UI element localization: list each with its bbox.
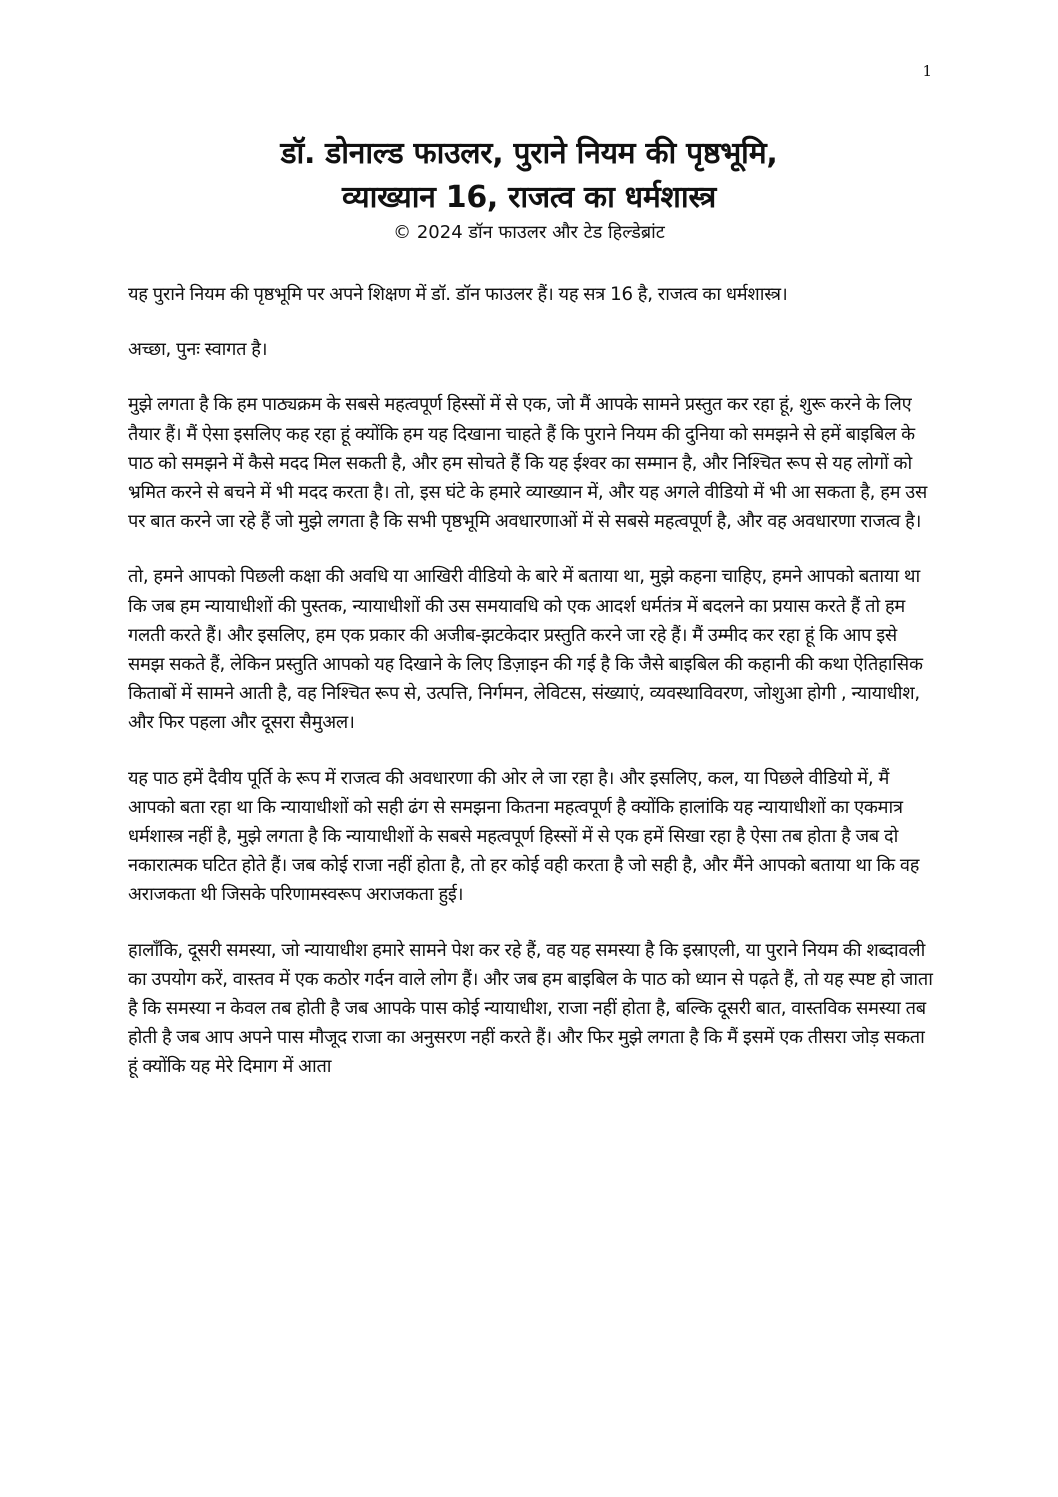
copyright-line: © 2024 डॉन फाउलर और टेड हिल्डेब्रांट — [393, 222, 665, 243]
paragraph-1: यह पुराने नियम की पृष्ठभूमि पर अपने शिक्षण में डॉ. डॉन फाउलर हैं। यह सत्र 16 है, राजत्व का धर्मशास्त्र। — [128, 284, 788, 305]
paragraph-6: हालाँकि, दूसरी समस्या, जो न्यायाधीश हमारे सामने पेश कर रहे हैं, वह यह समस्या है कि इस्राएली, या पुराने नियम की शब्दावली का उपयोग करें, वास्तव में एक कठोर गर्दन वाले लोग हैं। और जब हम बाइबिल के पाठ को ध्यान से पढ़ते हैं, तो यह स्पष्ट हो जाता है कि समस्या न केवल तब होती है जब आपके पास कोई न्यायाधीश, राजा नहीं होता है, बल्कि दूसरी बात, वास्तविक समस्या तब होती है जब आप अपने पास मौजूद राजा का अनुसरण नहीं करते हैं। और फिर मुझे लगता है कि मैं इसमें एक तीसरा जोड़ सकता हूं क्योंकि यह मेरे दिमाग में आता — [128, 939, 933, 1078]
paragraph-2: अच्छा, पुनः स्वागत है। — [128, 339, 268, 361]
paragraph-4: तो, हमने आपको पिछली कक्षा की अवधि या आखिरी वीडियो के बारे में बताया था, मुझे कहना चाहिए, हमने आपको बताया था कि जब हम न्यायाधीशों की पुस्तक, न्यायाधीशों की उस समयावधि को एक आदर्श धर्मतंत्र में बदलने का प्रयास करते हैं तो हम गलती करते हैं। और इसलिए, हम एक प्रकार की अजीब-झटकेदार प्रस्तुति करने जा रहे हैं। मैं उम्मीद कर रहा हूं कि आप इसे समझ सकते हैं, लेकिन प्रस्तुति आपको यह दिखाने के लिए डिज़ाइन की गई है कि जैसे बाइबिल की कहानी की कथा ऐतिहासिक किताबों में सामने आती है, वह निश्चित रूप से, उत्पत्ति, निर्गमन, लेविटस, संख्याएं, व्यवस्थाविवरण, जोशुआ होगी , न्यायाधीश, और फिर पहला और दूसरा सैमुअल। — [128, 566, 923, 734]
title-block — [100, 132, 958, 246]
page-title-line-2: व्याख्यान 16, राजत्व का धर्मशास्त्र — [342, 180, 716, 215]
page-title-line-1: डॉ. डोनाल्ड फाउलर, पुराने नियम की पृष्ठभूमि, — [280, 136, 778, 171]
page-number: 1 — [922, 62, 932, 80]
paragraph-5: यह पाठ हमें दैवीय पूर्ति के रूप में राजत्व की अवधारणा की ओर ले जा रहा है। और इसलिए, कल, या पिछले वीडियो में, मैं आपको बता रहा था कि न्यायाधीशों को सही ढंग से समझना कितना महत्वपूर्ण है क्योंकि हालांकि यह न्यायाधीशों का एकमात्र धर्मशास्त्र नहीं है, मुझे लगता है कि न्यायाधीशों के सबसे महत्वपूर्ण हिस्सों में से एक हमें सिखा रहा है ऐसा तब होता है जब दो नकारात्मक घटित होते हैं। जब कोई राजा नहीं होता है, तो हर कोई वही करता है जो सही है, और मैंने आपको बताया था कि वह अराजकता थी जिसके परिणामस्वरूप अराजकता हुई। — [128, 767, 920, 906]
paragraph-3: मुझे लगता है कि हम पाठ्यक्रम के सबसे महत्वपूर्ण हिस्सों में से एक, जो मैं आपके सामने प्रस्तुत कर रहा हूं, शुरू करने के लिए तैयार हैं। मैं ऐसा इसलिए कह रहा हूं क्योंकि हम यह दिखाना चाहते हैं कि पुराने नियम की दुनिया को समझने से हमें बाइबिल के पाठ को समझने में कैसे मदद मिल सकती है, और हम सोचते हैं कि यह ईश्वर का सम्मान है, और निश्चित रूप से यह लोगों को भ्रमित करने से बचने में भी मदद करता है। तो, इस घंटे के हमारे व्याख्यान में, और यह अगले वीडियो में भी आ सकता है, हम उस पर बात करने जा रहे हैं जो मुझे लगता है कि सभी पृष्ठभूमि अवधारणाओं में से सबसे महत्वपूर्ण है, और वह अवधारणा राजत्व है। — [128, 394, 928, 533]
document-body — [128, 280, 938, 1108]
